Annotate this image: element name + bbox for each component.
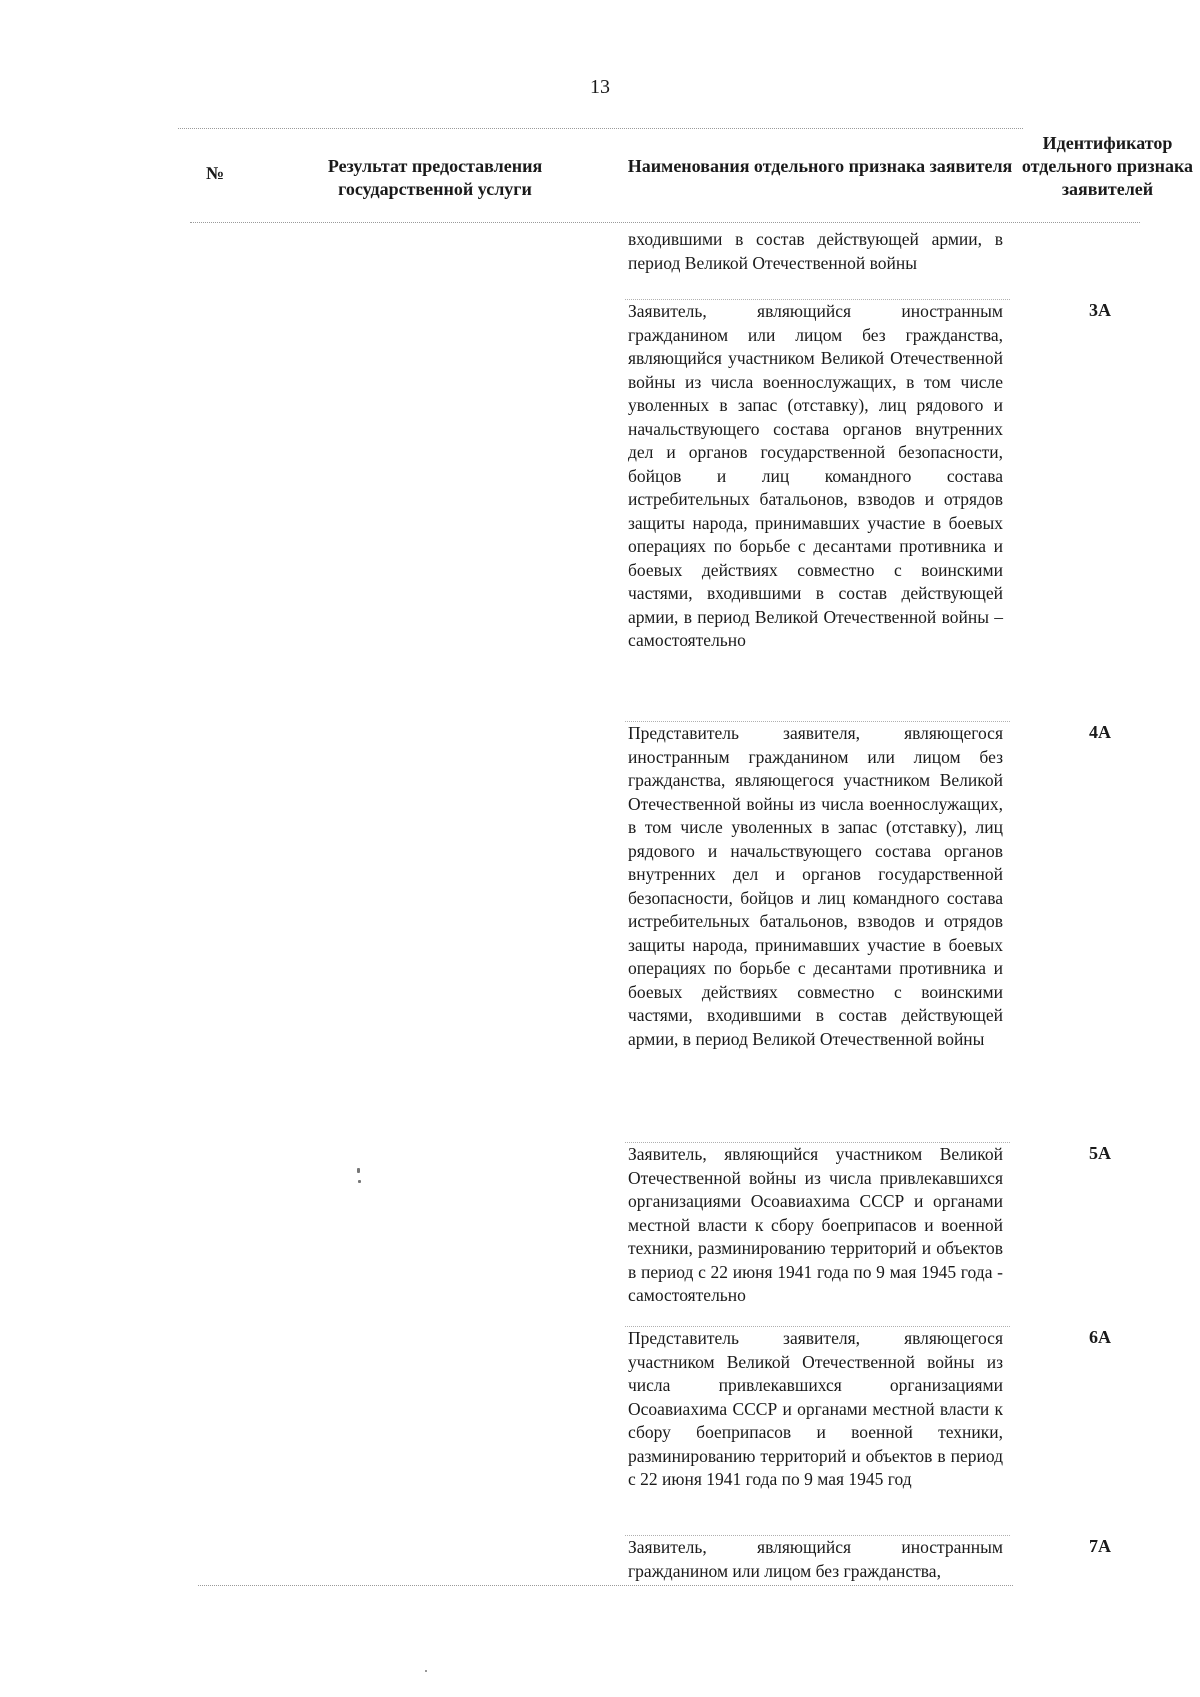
table-row-feature-text: Заявитель, являющийся участником Великой Отечественной войны из числа привлекавшихся организациями Осоавиахима СССР и органами местной власти к сбору боеприпасов и военной техники, разминированию территорий и объектов в период с 22 июня 1941 года по 9 мая 1945 года - самостоятельно xyxy=(628,1144,1003,1305)
scan-speck xyxy=(425,1670,427,1672)
table-row-identifier: 4А xyxy=(1089,722,1111,742)
header-number: № xyxy=(205,163,225,183)
header-feature-identifier: Идентификатор отдельного признака заявителей xyxy=(1021,133,1194,199)
table-row-feature-text: Представитель заявителя, являющегося иностранным гражданином или лицом без гражданства, являющегося участником Великой Отечественной войны из числа военнослужащих, в том числе уволенных в запас (отставку), лиц рядового и начальствующего состава органов внутренних дел и органов государственной безопасности, бойцов и лиц командного состава истребительных батальонов, взводов и отрядов защиты народа, принимавших участие в боевых операциях по борьбе с десантами противника и боевых действиях совместно с воинскими частями, входившими в состав действующей армии, в период Великой Отечественной войны xyxy=(628,723,1003,1049)
table-row-identifier: 5А xyxy=(1089,1143,1111,1163)
table-row-feature-text: входившими в состав действующей армии, в период Великой Отечественной войны xyxy=(628,229,1003,273)
table-row-feature-text: Заявитель, являющийся иностранным гражданином или лицом без гражданства, xyxy=(628,1537,1003,1581)
header-applicant-feature-name: Наименования отдельного признака заявителя xyxy=(627,156,1013,176)
scan-speck xyxy=(358,1180,361,1183)
table-row-identifier: 3А xyxy=(1089,300,1111,320)
table-row-feature-text: Заявитель, являющийся иностранным гражданином или лицом без гражданства, являющийся участником Великой Отечественной войны из числа военнослужащих, в том числе уволенных в запас (отставку), лиц рядового и начальствующего состава органов внутренних дел и органов государственной безопасности, бойцов и лиц командного состава истребительных батальонов, взводов и отрядов защиты народа, принимавших участие в боевых операциях по борьбе с десантами противника и боевых действиях совместно с воинскими частями, входившими в состав действующей армии, в период Великой Отечественной войны – самостоятельно xyxy=(628,301,1003,650)
page-number: 13 xyxy=(590,76,610,98)
header-bottom-border xyxy=(190,222,1140,223)
table-row-identifier: 6А xyxy=(1089,1327,1111,1347)
scan-speck xyxy=(357,1168,360,1173)
table-bottom-border xyxy=(198,1585,1013,1586)
table-row-identifier: 7А xyxy=(1089,1536,1111,1556)
table-row-feature-text: Представитель заявителя, являющегося участником Великой Отечественной войны из числа привлекавшихся организациями Осоавиахима СССР и органами местной власти к сбору боеприпасов и военной техники, разминированию территорий и объектов в период с 22 июня 1941 года по 9 мая 1945 год xyxy=(628,1328,1003,1489)
table-top-border xyxy=(178,128,1023,129)
header-result: Результат предоставления государственной услуги xyxy=(327,156,543,199)
